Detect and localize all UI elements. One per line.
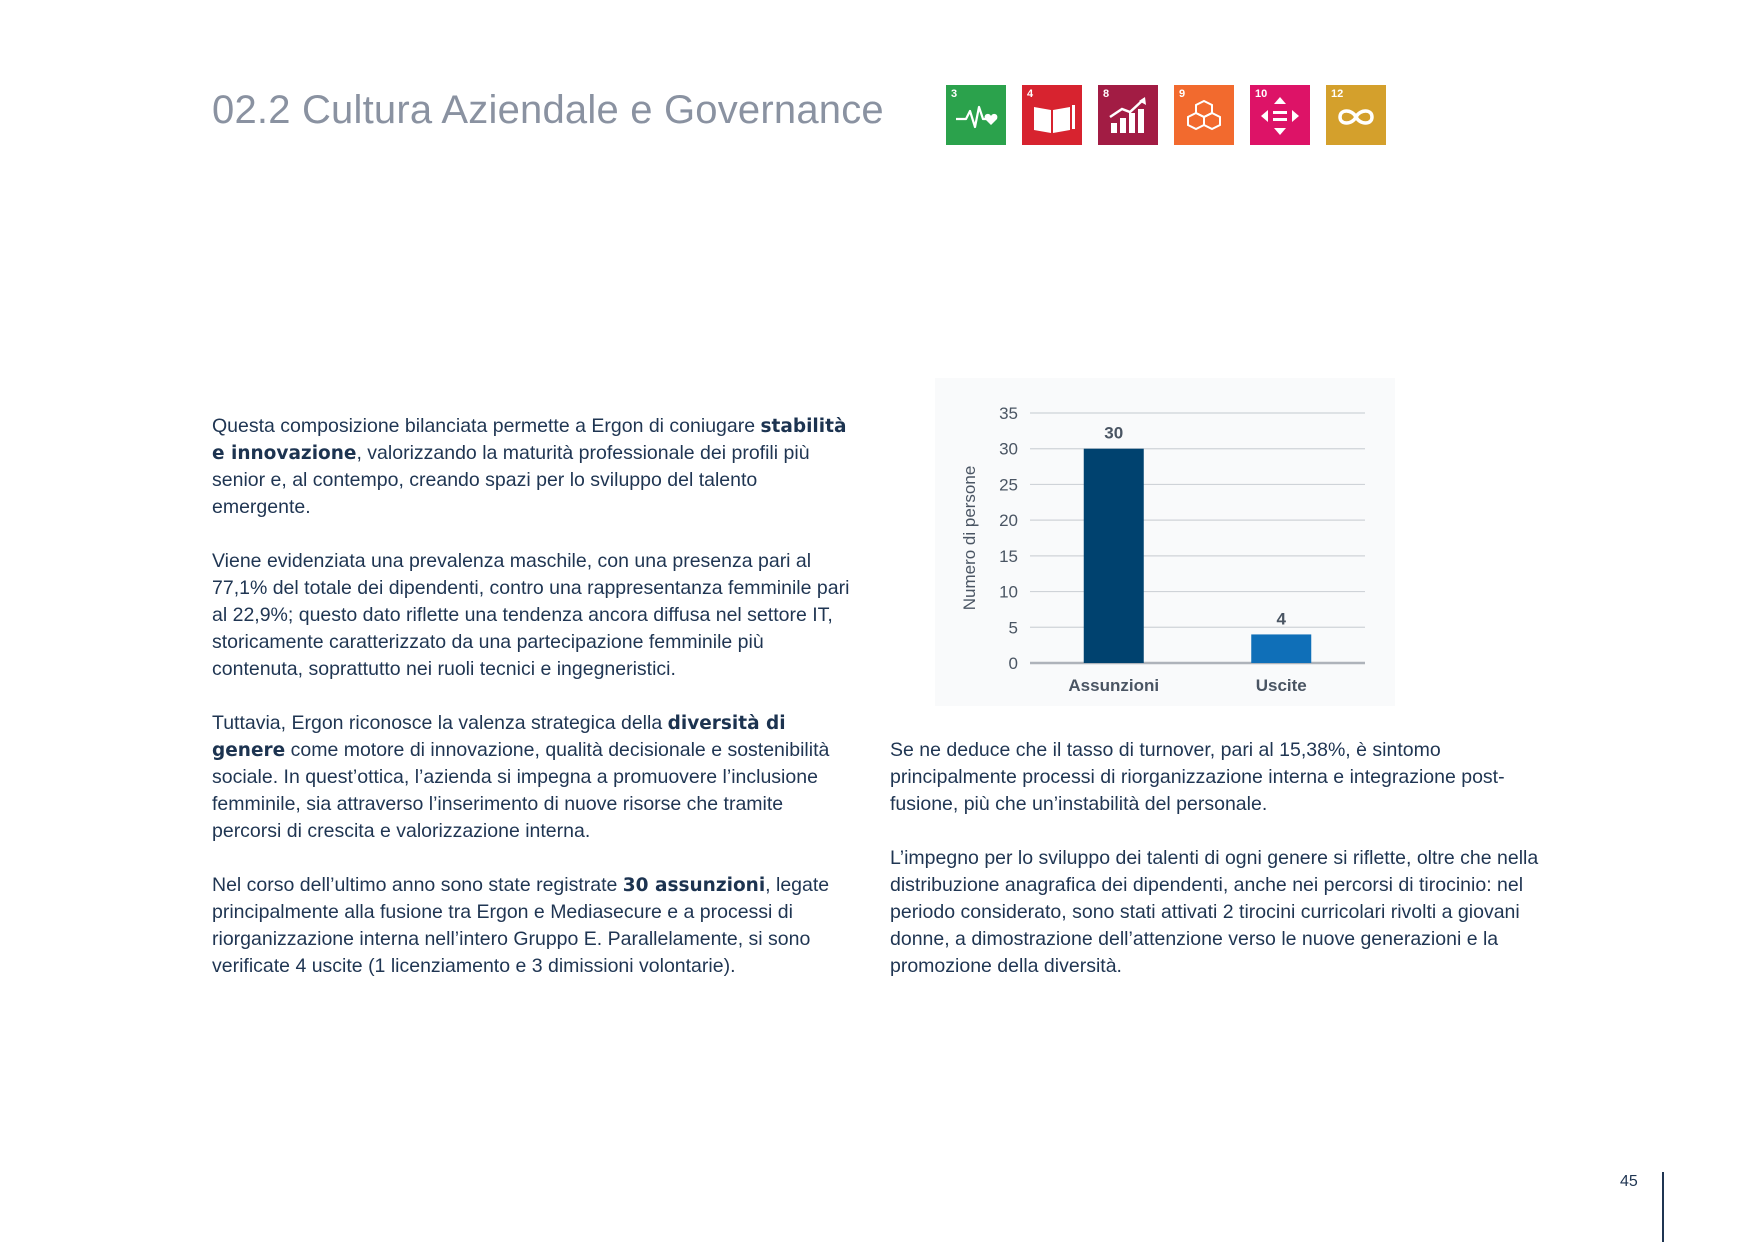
sdg-number: 8 xyxy=(1103,88,1110,100)
bar-assunzioni xyxy=(1084,449,1144,663)
equality-icon xyxy=(1250,85,1310,145)
paragraph-turnover: Se ne deduce che il tasso di turnover, pari al 15,38%, è sintomo principalmente processi di riorganizzazione interna e integrazione post-fusione, più che un’instabilità del personale. xyxy=(890,739,1505,815)
text-run: Nel corso dell’ultimo anno sono state registrate xyxy=(212,874,623,896)
bar-uscite xyxy=(1251,634,1311,663)
highlight-diversity: diversità di genere xyxy=(212,713,786,761)
sdg-number: 12 xyxy=(1331,88,1344,100)
paragraph-internships: L’impegno per lo sviluppo dei talenti di ogni genere si riflette, oltre che nella distribuzione anagrafica dei dipendenti, anche nei percorsi di tirocinio: nel periodo considerato, sono stati attivati 2 tirocini curricolari rivolti a giovani donne, a dimostrazione dell’attenzione verso le nuove generazioni e la promozione della diversità. xyxy=(890,847,1539,977)
y-tick-label: 20 xyxy=(999,511,1018,531)
data-label: 30 xyxy=(1104,423,1124,443)
paragraph-composition xyxy=(212,413,852,521)
text-run: , valorizzando la maturità professionale dei profili più senior e, al contempo, creando spazi per lo sviluppo del talento emergente. xyxy=(212,442,810,518)
y-tick-label: 10 xyxy=(999,582,1018,602)
bar-chart xyxy=(935,378,1395,706)
sdg-9-icon xyxy=(1174,85,1234,145)
sdg-10-icon xyxy=(1250,85,1310,145)
sdg-number: 3 xyxy=(951,88,958,100)
growth-chart-icon xyxy=(1098,85,1158,145)
y-axis-label: Numero di persone xyxy=(960,465,979,611)
y-tick-label: 35 xyxy=(999,404,1018,423)
text-run: come motore di innovazione, qualità decisionale e sostenibilità sociale. In quest’ottica, l’azienda si impegna a promuovere l’inclusione femminile, sia attraverso l’inserimento di nuove risorse che tramite percorsi di crescita e valorizzazione interna. xyxy=(212,739,830,842)
cubes-icon xyxy=(1174,85,1234,145)
text-run: Questa composizione bilanciata permette a Ergon di coniugare xyxy=(212,415,761,437)
left-text-column xyxy=(212,413,852,1007)
x-tick-label: Uscite xyxy=(1255,676,1307,695)
highlight-stability: stabilità e innovazione xyxy=(212,416,847,464)
page-divider xyxy=(1662,1172,1664,1242)
text-run: , legate principalmente alla fusione tra Ergon e Mediasecure e a processi di riorganizzazione interna nell’intero Gruppo E. Parallelamente, si sono verificate 4 uscite (1 licenziamento e 3 dimissioni volontarie). xyxy=(212,874,830,977)
sdg-3-icon xyxy=(946,85,1006,145)
sdg-number: 10 xyxy=(1255,88,1268,100)
text-run: Tuttavia, Ergon riconosce la valenza strategica della xyxy=(212,712,668,734)
page-number: 45 xyxy=(1620,1173,1638,1190)
sdg-4-icon xyxy=(1022,85,1082,145)
sdg-icons-row xyxy=(946,85,1386,145)
y-tick-label: 30 xyxy=(999,439,1018,459)
sdg-12-icon xyxy=(1326,85,1386,145)
y-tick-label: 5 xyxy=(1008,618,1018,638)
page-title: 02.2 Cultura Aziendale e Governance xyxy=(212,88,884,132)
y-tick-label: 25 xyxy=(999,475,1018,495)
y-tick-label: 0 xyxy=(1008,654,1018,673)
heartbeat-icon xyxy=(946,85,1006,145)
paragraph-hiring xyxy=(212,872,852,980)
paragraph-diversity xyxy=(212,710,852,845)
paragraph-gender: Viene evidenziata una prevalenza maschile, con una presenza pari al 77,1% del totale dei dipendenti, contro una rappresentanza femminile pari al 22,9%; questo dato riflette una tendenza ancora diffusa nel settore IT, storicamente caratterizzato da una partecipazione femminile più contenuta, soprattutto nei ruoli tecnici e ingegneristici. xyxy=(212,550,850,680)
sdg-number: 4 xyxy=(1027,88,1034,100)
turnover-chart xyxy=(935,378,1395,706)
infinity-icon xyxy=(1326,85,1386,145)
open-book-icon xyxy=(1022,85,1082,145)
data-label: 4 xyxy=(1276,609,1286,629)
sdg-number: 9 xyxy=(1179,88,1186,100)
x-tick-label: Assunzioni xyxy=(1068,676,1160,695)
right-text-column xyxy=(890,737,1570,1007)
sdg-8-icon xyxy=(1098,85,1158,145)
highlight-hires: 30 assunzioni xyxy=(622,875,766,896)
y-tick-label: 15 xyxy=(999,546,1018,566)
